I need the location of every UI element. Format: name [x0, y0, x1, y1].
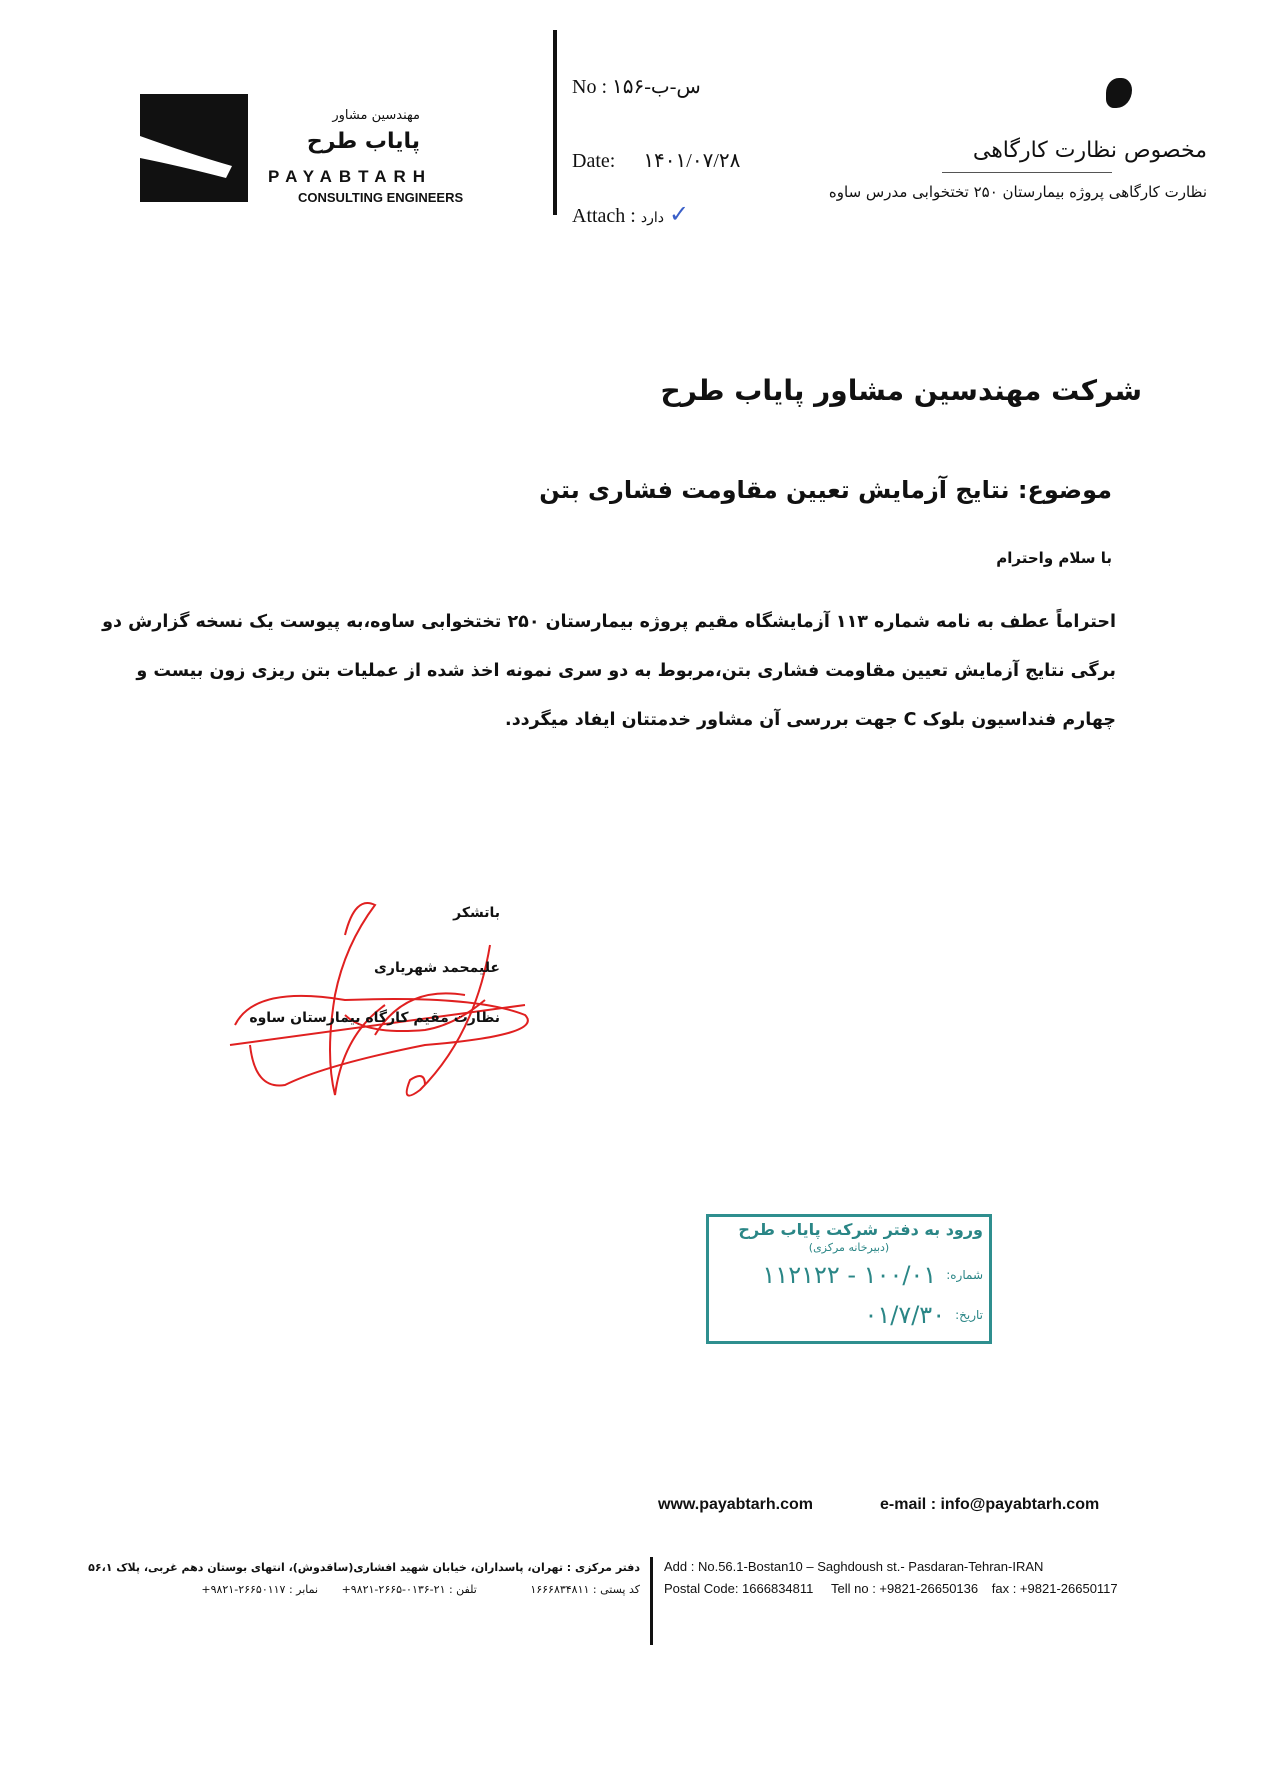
contact-fa: [201, 1582, 640, 1597]
attach-label: Attach :: [572, 205, 636, 227]
stamp-number-row: [715, 1255, 983, 1295]
stamp-title: ورود به دفتر شرکت پایاب طرح: [738, 1220, 983, 1239]
logo-name-fa: پایاب طرح: [306, 129, 420, 154]
fax-fa: نمابر : ۲۶۶۵۰۱۱۷-۹۸۲۱+: [201, 1583, 319, 1596]
address-fa: دفتر مرکزی : تهران، پاسداران، خیابان شهید افشاری(ساقدوش)، انتهای بوستان دهم غربی، پلاک ۵۶،۱: [88, 1561, 640, 1574]
date-label: Date:: [572, 150, 616, 172]
header-divider: [553, 30, 557, 215]
stamp-date-label: تاریخ:: [955, 1308, 983, 1322]
check-mark-icon: ✓: [669, 202, 690, 228]
fax-en: fax : +9821-26650117: [991, 1581, 1118, 1596]
greeting: با سلام واحترام: [996, 549, 1112, 567]
recipient-title: شرکت مهندسین مشاور پایاب طرح: [660, 374, 1142, 407]
special-designation: مخصوص نظارت کارگاهی: [972, 138, 1207, 163]
tel-fa: تلفن : ۲۱-۰۱۳۶-۲۶۶۵-۹۸۲۱+: [341, 1583, 477, 1596]
no-value: ۱۵۶-س-ب: [612, 76, 701, 98]
signature-icon: [225, 885, 555, 1110]
stamp-date-value: ۰۱/۷/۳۰: [864, 1301, 946, 1329]
stamp-number-label: شماره:: [946, 1268, 983, 1282]
signer-name: علیمحمد شهریاری: [374, 960, 500, 976]
postal-en: Postal Code: 1666834811: [664, 1581, 814, 1596]
stamp-subtitle: (دبیرخانه مرکزی): [808, 1241, 890, 1254]
stamp-date-row: [715, 1295, 983, 1335]
website-link[interactable]: www.payabtarh.com: [658, 1496, 813, 1513]
logo-name-en: PAYABTARH: [268, 167, 433, 186]
subject-line: موضوع: نتایج آزمایش تعیین مقاومت فشاری بتن: [539, 476, 1112, 504]
no-label: No :: [572, 76, 607, 98]
footer-divider: [650, 1557, 653, 1645]
letter-date: [572, 148, 740, 174]
email-link[interactable]: e-mail : info@payabtarh.com: [880, 1496, 1100, 1513]
project-name: نظارت کارگاهی پروژه بیمارستان ۲۵۰ تختخوابی مدرس ساوه: [828, 183, 1207, 201]
ink-blot-mark: [1106, 78, 1132, 108]
company-logo-mark: [140, 94, 248, 202]
received-stamp: [706, 1214, 992, 1344]
letter-number: [572, 74, 701, 100]
contact-en: [664, 1580, 1118, 1597]
logo-subtitle-en: CONSULTING ENGINEERS: [298, 190, 464, 205]
tel-en: Tell no : +9821-26650136: [831, 1581, 979, 1596]
attach-value: دارد: [640, 211, 664, 226]
postal-fa: کد پستی : ۱۶۶۶۸۳۴۸۱۱: [530, 1583, 640, 1596]
body-paragraph: احتراماً عطف به نامه شماره ۱۱۳ آزمایشگاه مقیم پروژه بیمارستان ۲۵۰ تختخوابی ساوه،به پیوست یک نسخه گزارش دو برگی نتایج آزمایش تعیین مقاومت فشاری بتن،مربوط به دو سری نمونه اخذ شده از عملیات بتن ریزی زون بیست و چهارم فنداسیون بلوک C جهت بررسی آن مشاور خدمتتان ایفاد میگردد.: [102, 612, 1116, 730]
stamp-number-value: ۱۰۰/۰۱ - ۱۱۲۱۲۲: [762, 1261, 937, 1289]
date-value: ۱۴۰۱/۰۷/۲۸: [643, 150, 741, 172]
designation-underline: [942, 172, 1112, 173]
letter-attach: [572, 202, 689, 232]
address-en: Add : No.56.1-Bostan10 – Saghdoush st.- Pasdaran-Tehran-IRAN: [664, 1559, 1044, 1574]
signer-role: نظارت مقیم کارگاه بیمارستان ساوه: [249, 1010, 500, 1026]
signature-closing: باتشکر: [453, 905, 500, 921]
logo-subtitle-fa: مهندسین مشاور: [332, 108, 420, 123]
